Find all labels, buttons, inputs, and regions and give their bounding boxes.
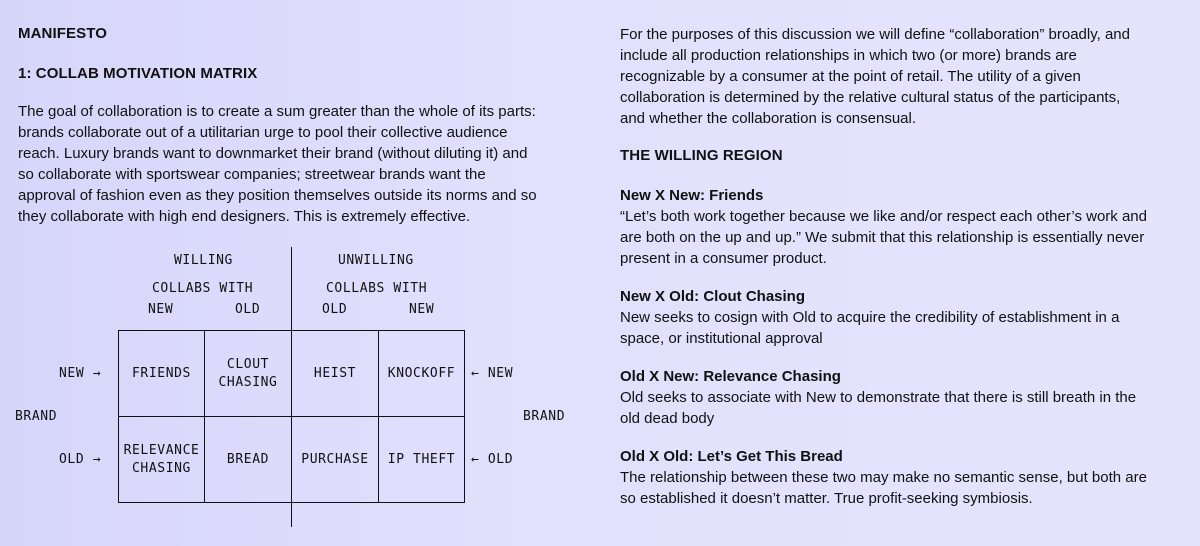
entry-friends [620, 185, 1190, 269]
col-new-label: NEW [148, 302, 174, 317]
manifesto-heading: MANIFESTO [18, 25, 107, 42]
definition-line: For the purposes of this discussion we will define “collaboration” broadly, and [620, 26, 1130, 43]
entry-title: New X Old: Clout Chasing [620, 288, 806, 305]
cell-bread: BREAD [226, 451, 270, 467]
cell-relevance-chasing: RELEVANCE CHASING [123, 442, 200, 476]
definition-line: include all production relationships in which two (or more) brands are [620, 47, 1077, 64]
entry-title: New X New: Friends [620, 187, 764, 204]
cell-clout-chasing: CLOUT CHASING [218, 356, 278, 390]
row-new-right-label: ← NEW [471, 366, 514, 381]
intro-line: brands collaborate out of a utilitarian urge to pool their collective audience [18, 124, 508, 141]
entry-line: old dead body [620, 410, 715, 427]
entry-line: present in a consumer product. [620, 250, 827, 267]
brand-left-label: BRAND [15, 409, 58, 424]
intro-line: The goal of collaboration is to create a sum greater than the whole of its parts: [18, 103, 536, 120]
definition-line: recognizable by a consumer at the point of retail. The utility of a given [620, 68, 1081, 85]
definition-line: and whether the collaboration is consensual. [620, 110, 917, 127]
cell-ip-theft: IP THEFT [387, 451, 456, 467]
collabs-with-left-label: COLLABS WITH [152, 281, 254, 296]
entry-title: Old X New: Relevance Chasing [620, 368, 841, 385]
entry-line: “Let’s both work together because we like and/or respect each other’s work and [620, 208, 1147, 225]
definition-line: collaboration is determined by the relative cultural status of the participants, [620, 89, 1121, 106]
cell-knockoff: KNOCKOFF [387, 365, 456, 381]
col-new-label: NEW [409, 302, 435, 317]
cell-heist: HEIST [313, 365, 357, 381]
row-old-right-label: ← OLD [471, 452, 514, 467]
intro-line: approval of fashion even as they position themselves outside its norms and so [18, 187, 537, 204]
entry-clout-chasing [620, 286, 1190, 349]
collabs-with-right-label: COLLABS WITH [326, 281, 428, 296]
brand-right-label: BRAND [523, 409, 566, 424]
cell-purchase: PURCHASE [301, 451, 369, 467]
grid-right [464, 330, 465, 503]
cell-friends: FRIENDS [132, 365, 191, 381]
row-new-left-label: NEW → [59, 366, 102, 381]
willing-region-heading: THE WILLING REGION [620, 147, 783, 164]
intro-line: they collaborate with high end designers. This is extremely effective. [18, 208, 471, 225]
entry-get-this-bread [620, 446, 1190, 509]
entry-line: are both on the up and up.” We submit that this relationship is essentially never [620, 229, 1145, 246]
willing-label: WILLING [174, 253, 233, 268]
definition-paragraph [620, 24, 1190, 129]
section-title: 1: COLLAB MOTIVATION MATRIX [18, 65, 258, 82]
entry-line: New seeks to cosign with Old to acquire the credibility of establishment in a [620, 309, 1120, 326]
entry-title: Old X Old: Let’s Get This Bread [620, 448, 843, 465]
intro-line: so collaborate with sportswear companies; streetwear brands want the [18, 166, 486, 183]
entry-line: The relationship between these two may make no semantic sense, but both are [620, 469, 1147, 486]
unwilling-label: UNWILLING [338, 253, 414, 268]
grid-bottom [118, 502, 465, 503]
entry-line: so established it doesn’t matter. True profit-seeking symbiosis. [620, 490, 1033, 507]
entry-relevance-chasing [620, 366, 1190, 429]
col-old-label: OLD [235, 302, 261, 317]
entry-line: space, or institutional approval [620, 330, 823, 347]
intro-line: reach. Luxury brands want to downmarket their brand (without diluting it) and [18, 145, 528, 162]
entry-line: Old seeks to associate with New to demonstrate that there is still breath in the [620, 389, 1137, 406]
row-old-left-label: OLD → [59, 452, 102, 467]
col-old-label: OLD [322, 302, 348, 317]
